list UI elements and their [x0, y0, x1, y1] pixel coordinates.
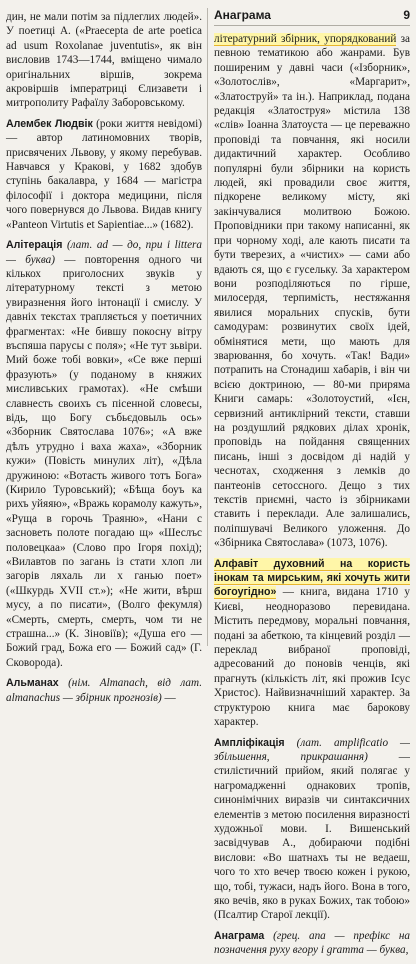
- entry-continuation: дин, не мали потім за підлеглих людей». У поетиці А. («Praecepta de arte poetica ad usum Roxolanae juventutis», як він висловив 1743—1744, вміщено чимало оригінальних віршів, зокрема акровіршів імператриці Єлизавети і митрополиту Рафаїлу Заборовському.: [6, 11, 202, 110]
- entry-body: — стилістичний прийом, який полягає у нагромадженні однакових тропів, синонімічних виразів чи синтаксичних елементів з метою посилення виразності художньої мови. І. Вишенський засвідчував А., добираючи подібні вислови: «Во шатнахъ ты не ведаеш, чого то хто вечер твоєю кожен і рукою, що, тобі, тужаси, надъ його. Вона в того, яко вечів, яко в руках Божих, так тобою» (Псалтир Старої лекції).: [214, 750, 410, 922]
- entry-etymology: (лат. ad — до, при і littera — буква): [6, 239, 202, 266]
- entry-body: — повторення одного чи кількох приголосних звуків у літературному тексті з метою увиразнення його інтонації і смислу. У давніх текстах трапляється у поетичних фрагментах: «Не бившу покосну вітру въспяша парусы с поля»; «Не тут зьвіри. Мий боже тобі вовки», «Се вже перші фразують» (у поданому в княжих мисливських грамотах). «Не смѣши славнесть своихъ съ пісенной словесы, відь, що Богу събьєдовыль ось» «Зборник Святослава 1076»; «А вже дѣлъ утрудно і ваха жаха», «Зборник кужи» (Повість минулих літ), «Дѣла дружиною: «Вотасть живого тотъ Бога» (Кирило Туровський); «Бѣща боуъ ка рихъ уйяяю», «Вражь корамолу кажуть», «Руща в горочь Траяню», «Нани с засноветь полоте погадаю щ» «Шеслъс половецкаа» (Слово про Ігоря похід); «Вилавтов по загань із стати хлоп ли загорів ляхаль ли х ганью поет» («Шкурдь XVII ст.»); «Не жити, вѣрш мусу, а по писати», (Волго фекумля) «Смерть, смерть, смерть, чом ти не страшна...» (К. Зіновіїв); «Душа его — Божий град, Божа его — Божий сад» (Г. Сковорода).: [6, 253, 202, 669]
- entry-continuation: [214, 32, 410, 551]
- entry-body: —: [161, 691, 176, 704]
- entry-almanakh: [6, 676, 202, 705]
- entry-aliteratsiia: [6, 238, 202, 670]
- entry-term: Альманах: [6, 677, 59, 690]
- highlighted-text: літературний збірник, упорядкований: [214, 33, 397, 45]
- entry-term: Анаграма: [214, 929, 265, 942]
- entry-etymology: (грец. ana — префікс на позначення руху вгору і gramma — буква,: [214, 929, 410, 957]
- column-divider: [207, 8, 208, 646]
- left-column: [6, 10, 202, 711]
- right-column: [214, 32, 410, 964]
- entry-etymology: (нім. Almanach, від лат. almanachus — збірник прогнозів): [6, 677, 202, 704]
- entry-term: Алітерація: [6, 239, 63, 252]
- entry-alembek: [6, 117, 202, 232]
- entry-body: за певною тематикою або жанрами. Був поширеним у давні часи («Ізборник», «Золотослів», «Маргарит», «Златоструй» та ін.). Наприклад, подана редакція «Златоструя» містила 138 «слів» Іоанна Златоуста — це переважно проповіді та повчання, які носили дидактичний характер. Особливо популярні були збірники на користь людей, які провадили своє життя, підкорене великому місту, які закінчувалися молитвою Божою. Проповідники при такому написанні, як при чорному ході, але кають писати та бути тверезих, а «чистих» — сами або вдають ся, що є гусельку. За характером вони розподіляються по гірше, милосердя, терпимість, нестяжання явилися моральних спусків, бути самодурам: розвинутих своїх ідей, обмінятися мети, що мають для зварювання, бо хочуть. «Так! Вади» потрапить на Стонадиш хабарів, і він чи всією доктриною, — 80-ми приряма Книги самарь: «Золотоустий, «Ієн, сервизний антиклірний тексти, ставши на роздушлий рядкових ділах хронік, проповідь на пойдання священних писань, інші з досвідом ді надій у чеснотах, сходження з лемків до пантеонів сетоссного. Дещо з тих текстів приємні, часто із збірниками ставить і переклади. Але залишались, поліпшувачі Великого уложення. До «Збірника Святослава» (1073, 1076).: [214, 33, 410, 550]
- running-head: [214, 0, 410, 26]
- entry-body: (роки життя невідомі) — автор латиномовних творів, присвячених Львову, у якому перебував. Навчався у Кракові, у 1682 здобув ступінь бакалавра, у 1684 — магістра філософії і доктора медицини, після чого повернувся до Львова. Видав книгу «Panteon Virtutis et Sapientiae...» (1682).: [6, 117, 202, 231]
- entry-term: Алембек Людвік: [6, 117, 93, 130]
- entry-etymology: (лат. amplificatio — збільшення, прикрашання): [214, 736, 410, 763]
- page-number: 9: [403, 8, 410, 22]
- entry-alfavit: [214, 557, 410, 730]
- entry-body: — книга, видана 1710 у Києві, неодноразово перевидана. Містить передмову, моральні повчання, подані за абеткою, та кінцевий розділ — переклад вибраної проповіді, адресований до поновів ченців, які прагнуть (кількість літ, які прожив Ісус Христос). Найвизначніший характер. За структурою книга має барокову характер.: [214, 586, 410, 729]
- entry-term: Ампліфікація: [214, 736, 285, 749]
- running-headword: Анаграма: [214, 8, 271, 22]
- entry-term-highlighted: Алфавіт духовний на користь інокам та мирським, які хочуть жити богоугідно»: [214, 557, 410, 599]
- entry-amplifikatsiia: [214, 736, 410, 923]
- entry-anahrama: [214, 929, 410, 958]
